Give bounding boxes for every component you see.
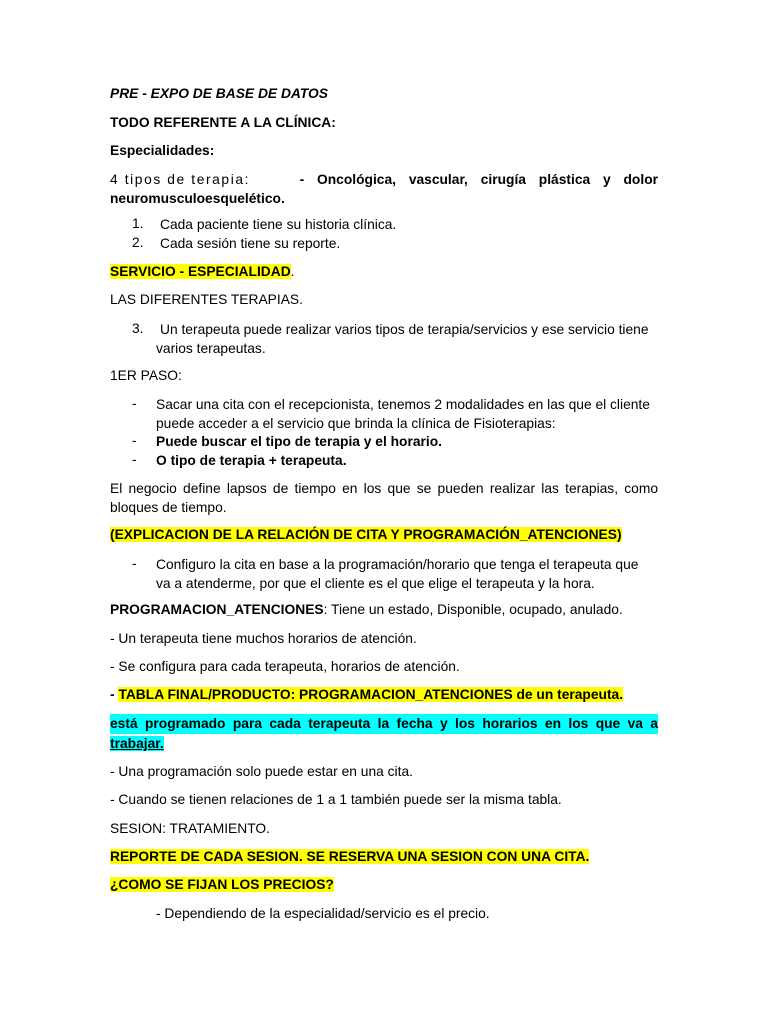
configuro-line-1: Configuro la cita en base a la programación/horario que tenga el terapeuta que <box>156 557 639 572</box>
especialidades-heading: Especialidades: <box>110 143 215 158</box>
doc-subtitle: TODO REFERENTE A LA CLÍNICA: <box>110 115 336 130</box>
tabla-final-line <box>110 686 623 704</box>
servicio-especialidad-highlight: SERVICIO - ESPECIALIDAD <box>110 264 291 279</box>
primer-paso: 1ER PASO: <box>110 368 182 383</box>
relaciones: - Cuando se tienen relaciones de 1 a 1 también puede ser la misma tabla. <box>110 792 562 807</box>
list-number: 2. <box>132 235 144 250</box>
programado-paragraph <box>110 714 658 754</box>
sesion: SESION: TRATAMIENTO. <box>110 821 270 836</box>
negocio-paragraph <box>110 479 658 517</box>
dash-bullet: - <box>132 556 137 571</box>
servicio-especialidad-line <box>110 263 295 281</box>
dash-item-cita-line-2: puede acceder a el servicio que brinda la clínica de Fisioterapias: <box>156 416 556 431</box>
dash-bullet: - <box>132 452 137 467</box>
reporte-line <box>110 848 589 866</box>
tipos-line-2: neuromusculoesquelético. <box>110 191 285 206</box>
explicacion-highlight: (EXPLICACION DE LA RELACIÓN DE CITA Y PROGRAMACIÓN_ATENCIONES) <box>110 527 622 542</box>
configuro-line-2: va a atenderme, por que el cliente es el que elige el terapeuta y la hora. <box>156 576 595 591</box>
list-number: 1. <box>132 216 144 231</box>
tipos-paragraph <box>110 170 658 208</box>
tabla-final-dash: - <box>110 687 119 702</box>
explicacion-line <box>110 526 622 544</box>
tabla-final-highlight: TABLA FINAL/PRODUCTO: PROGRAMACION_ATENCIONES de un terapeuta. <box>118 687 624 702</box>
list-item-terapeuta-line-2: varios terapeutas. <box>156 341 266 356</box>
dash-bullet: - <box>132 396 137 411</box>
negocio-line-1: El negocio define lapsos de tiempo en los que se pueden realizar las terapias, como <box>110 481 658 496</box>
horarios-line-1: - Un terapeuta tiene muchos horarios de atención. <box>110 631 417 646</box>
doc-title: PRE - EXPO DE BASE DE DATOS <box>110 86 328 101</box>
dependiendo: - Dependiendo de la especialidad/servicio es el precio. <box>156 906 490 921</box>
horarios-line-2: - Se configura para cada terapeuta, horarios de atención. <box>110 659 460 674</box>
diferentes-terapias: LAS DIFERENTES TERAPIAS. <box>110 292 303 307</box>
una-programacion: - Una programación solo puede estar en una cita. <box>110 764 413 779</box>
programado-line-2-wrap <box>110 734 658 754</box>
tipos-intro: 4 tipos de terapia: <box>110 172 251 187</box>
list-item-reporte: Cada sesión tiene su reporte. <box>160 236 341 251</box>
list-number: 3. <box>132 321 144 336</box>
list-item-terapeuta-line-1: Un terapeuta puede realizar varios tipos de terapia/servicios y ese servicio tiene <box>160 322 649 337</box>
tipos-list: - Oncológica, vascular, cirugía plástica y dolor <box>299 172 658 187</box>
precios-line <box>110 876 334 894</box>
dash-bullet: - <box>132 433 137 448</box>
negocio-line-2: bloques de tiempo. <box>110 500 227 515</box>
precios-highlight: ¿COMO SE FIJAN LOS PRECIOS? <box>110 877 334 892</box>
reporte-highlight: REPORTE DE CADA SESION. SE RESERVA UNA SESION CON UNA CITA. <box>110 849 590 864</box>
dash-item-terapeuta: O tipo de terapia + terapeuta. <box>156 453 347 468</box>
list-item-historia: Cada paciente tiene su historia clínica. <box>160 217 397 232</box>
tipos-line-1 <box>110 170 658 189</box>
servicio-period: . <box>290 264 295 279</box>
programacion-text: : Tiene un estado, Disponible, ocupado, anulado. <box>323 602 623 617</box>
programacion-label: PROGRAMACION_ATENCIONES <box>110 602 324 617</box>
programacion-line <box>110 601 623 619</box>
dash-item-cita-line-1: Sacar una cita con el recepcionista, tenemos 2 modalidades en las que el cliente <box>156 397 650 412</box>
programado-line-1: está programado para cada terapeuta la fecha y los horarios en los que va a <box>110 714 658 734</box>
dash-item-buscar: Puede buscar el tipo de terapia y el horario. <box>156 434 442 449</box>
programado-line-2: trabajar. <box>110 736 164 751</box>
